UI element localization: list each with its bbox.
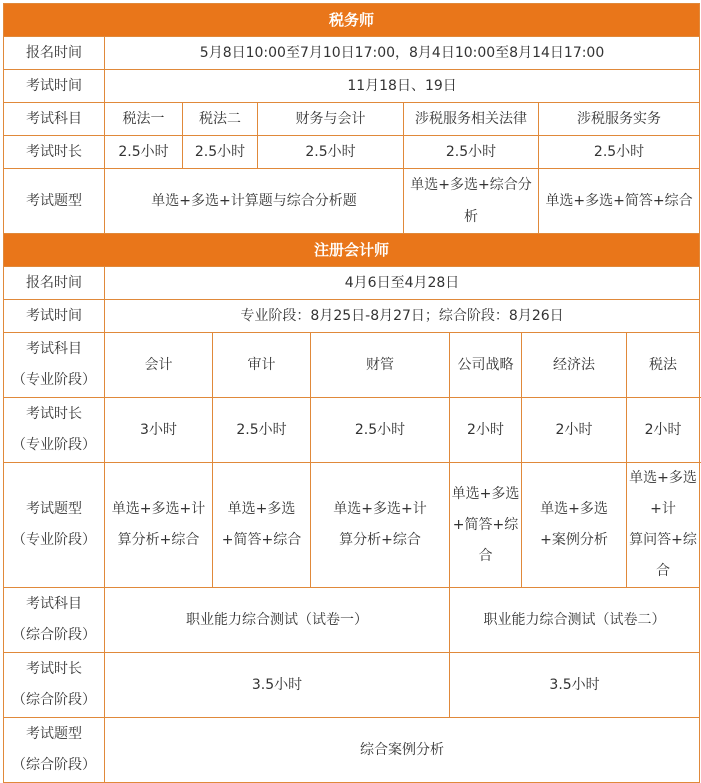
tax-types-label: 考试题型: [4, 169, 105, 234]
tax-date-label: 考试时间: [4, 70, 105, 103]
cpa-pro-duration-cell: 2小时: [522, 398, 627, 463]
cpa-date-label: 考试时间: [4, 300, 105, 333]
cpa-comp-duration-cell: 3.5小时: [450, 653, 700, 718]
tax-type-cell: 单选+多选+计算题与综合分析题: [105, 169, 404, 234]
tax-duration-cell: 2.5小时: [404, 136, 539, 169]
tax-subjects-label: 考试科目: [4, 103, 105, 136]
tax-duration-cell: 2.5小时: [258, 136, 404, 169]
tax-section-title: 税务师: [4, 4, 700, 37]
cpa-reg-value: 4月6日至4月28日: [105, 267, 700, 300]
type-line: 单选+多选: [227, 501, 296, 517]
cpa-comp-subjects-label: [4, 588, 105, 653]
cpa-pro-duration-cell: 2小时: [450, 398, 522, 463]
type-line: 算分析+综合: [117, 532, 200, 548]
tax-duration-cell: 2.5小时: [105, 136, 183, 169]
cpa-pro-subject-cell: 财管: [311, 333, 450, 398]
label-line: （专业阶段）: [12, 437, 96, 453]
label-line: 考试时长: [26, 406, 82, 422]
cpa-pro-type-cell: [627, 463, 700, 588]
type-line: 算问答+综合: [629, 532, 697, 579]
cpa-comp-subject-cell: 职业能力综合测试（试卷一）: [105, 588, 450, 653]
label-line: 考试科目: [26, 596, 82, 612]
cpa-date-value: 专业阶段：8月25日-8月27日；综合阶段：8月26日: [105, 300, 700, 333]
label-line: 考试题型: [26, 726, 82, 742]
label-line: 考试科目: [26, 341, 82, 357]
label-line: 考试时长: [26, 661, 82, 677]
type-line: 单选+多选+计: [111, 501, 206, 517]
exam-schedule-table: [3, 3, 700, 783]
cpa-pro-type-cell: [522, 463, 627, 588]
cpa-pro-subject-cell: 会计: [105, 333, 213, 398]
cpa-comp-types-label: [4, 718, 105, 783]
type-line: 单选+多选+计: [333, 501, 427, 517]
tax-subject-cell: 涉税服务实务: [539, 103, 700, 136]
cpa-comp-duration-cell: 3.5小时: [105, 653, 450, 718]
tax-subject-cell: 税法二: [183, 103, 258, 136]
cpa-pro-duration-cell: 3小时: [105, 398, 213, 463]
type-line: +简答+综合: [221, 532, 302, 548]
tax-date-value: 11月18日、19日: [105, 70, 700, 103]
tax-subject-cell: 税法一: [105, 103, 183, 136]
type-line: +简答+综合: [452, 516, 519, 564]
cpa-pro-subject-cell: 经济法: [522, 333, 627, 398]
label-line: （综合阶段）: [12, 692, 96, 708]
cpa-pro-subjects-label: [4, 333, 105, 398]
type-line: +案例分析: [540, 532, 608, 548]
cpa-comp-subject-cell: 职业能力综合测试（试卷二）: [450, 588, 700, 653]
cpa-pro-subject-cell: 税法: [627, 333, 700, 398]
cpa-pro-subject-cell: 审计: [213, 333, 311, 398]
cpa-pro-duration-cell: 2小时: [627, 398, 700, 463]
tax-reg-label: 报名时间: [4, 37, 105, 70]
cpa-pro-types-label: [4, 463, 105, 588]
cpa-pro-type-cell: [311, 463, 450, 588]
label-line: 考试题型: [26, 501, 82, 517]
label-line: （专业阶段）: [12, 372, 96, 388]
cpa-pro-duration-cell: 2.5小时: [311, 398, 450, 463]
cpa-comp-type-cell: 综合案例分析: [105, 718, 700, 783]
cpa-pro-type-cell: [450, 463, 522, 588]
type-line: 单选+多选: [451, 485, 520, 502]
tax-duration-cell: 2.5小时: [539, 136, 700, 169]
type-line: 单选+多选: [540, 501, 608, 517]
cpa-section-title: 注册会计师: [4, 234, 700, 267]
tax-type-cell: 单选+多选+简答+综合: [539, 169, 700, 234]
tax-reg-value: 5月8日10:00至7月10日17:00，8月4日10:00至8月14日17:00: [105, 37, 700, 70]
cpa-pro-type-cell: [105, 463, 213, 588]
tax-subject-cell: 财务与会计: [258, 103, 404, 136]
cpa-comp-duration-label: [4, 653, 105, 718]
tax-duration-label: 考试时长: [4, 136, 105, 169]
label-line: （综合阶段）: [12, 757, 96, 773]
type-line: 单选+多选+计: [629, 470, 697, 517]
tax-type-cell: 单选+多选+综合分析: [404, 169, 539, 234]
label-line: （综合阶段）: [12, 627, 96, 643]
cpa-pro-duration-cell: 2.5小时: [213, 398, 311, 463]
label-line: （专业阶段）: [12, 532, 96, 548]
type-line: 算分析+综合: [339, 532, 421, 548]
cpa-pro-duration-label: [4, 398, 105, 463]
tax-subject-cell: 涉税服务相关法律: [404, 103, 539, 136]
cpa-reg-label: 报名时间: [4, 267, 105, 300]
cpa-pro-subject-cell: 公司战略: [450, 333, 522, 398]
tax-duration-cell: 2.5小时: [183, 136, 258, 169]
cpa-pro-type-cell: [213, 463, 311, 588]
